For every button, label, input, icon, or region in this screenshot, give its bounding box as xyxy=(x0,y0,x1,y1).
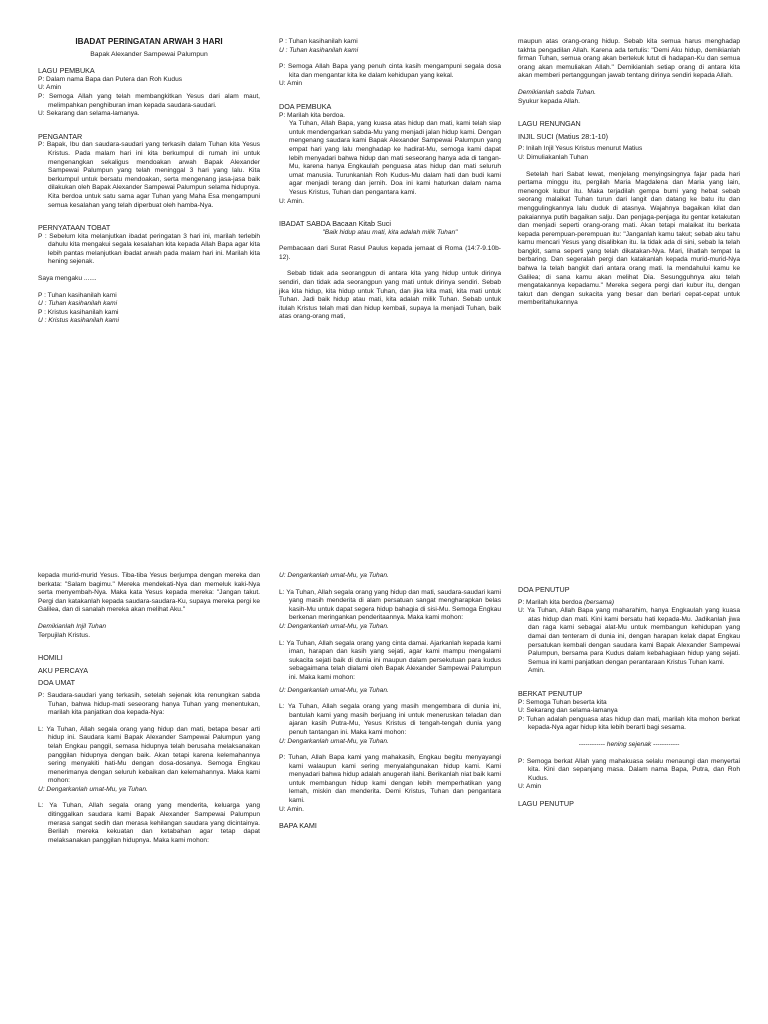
prayer-response: U: Amin. xyxy=(279,805,304,813)
text-line: U: Amin. xyxy=(279,197,304,205)
text-line: Terpujilah Kristus. xyxy=(38,631,91,639)
paragraph-tobat: P : Sebelum kita melanjutkan ibadat peringatan 3 hari ini, marilah terlebih dahulu kita mengakui segala kesalahan kita kepada Allah Bapa agar kita lebih pantas melanjutkan ibadat arwah pada malam hari ini. Marilah kita hening sejenak. xyxy=(38,232,260,266)
prayer-line: L: Ya Tuhan, Allah segala orang yang hidup dan mati, betapa besar arti hidup ini. Saudara kami Bapak Alexander Sampewai Palumpun yang telah Engkau panggil, semasa hidupnya telah berusaha melaksanakan panggilan hidupnya dengan baik. Akan tetapi karena kelemahannya sering menyakiti hati-Mu dengan dosa-dosanya. Semoga Engkau menerimanya dengan seluruh kebaikan dan kelemahannya. Maka kami mohon: xyxy=(38,725,260,785)
prayer-line: L: Ya Tuhan, Allah segala orang yang hidup dan mati, saudara-saudari kami yang masih menderita di alam persatuan sangat mengharapkan belas kasih-Mu untuk dapat segera hidup bahagia di sisi-Mu. Semoga Engkau berkenan meringankan penderitaannya. Maka kami mohon: xyxy=(279,588,501,622)
heading-homili: HOMILI xyxy=(38,653,63,663)
prayer-response: U: Dengarkanlah umat-Mu, ya Tuhan. xyxy=(279,686,389,694)
text-line: P: Marilah kita berdoa xyxy=(518,598,584,606)
text-line: Demikianlah sabda Tuhan. xyxy=(518,88,596,96)
text-line: P: Dalam nama Bapa dan Putera dan Roh Kudus xyxy=(38,75,183,83)
prayer-line: U: Ya Tuhan, Allah Bapa yang maharahim, hanya Engkaulah yang kuasa atas hidup dan mati. Kini kami bersatu hati kepada-Mu. Jadikanlah jiwa dan raga kami sebagai alat-Mu untuk membangun kehidupan yang damai dan tenteram di dunia ini, dengan harapan kelak dapat Engkau persatukan kembali dengan saudara kami Bapak Alexander Sampewai Palumpun, bersama para Kudus dalam kebahagiaan hidup yang sejati. Semua ini kami panjatkan dengan perantaraan Kristus Tuhan kami. xyxy=(518,607,740,666)
document-title: IBADAT PERINGATAN ARWAH 3 HARI xyxy=(75,37,223,46)
text-line: Saya mengaku ....... xyxy=(38,275,97,283)
heading-berkat-penutup: BERKAT PENUTUP xyxy=(518,688,583,698)
text-line xyxy=(518,599,740,608)
heading-doa-penutup: DOA PENUTUP xyxy=(518,585,570,594)
text-line: (bersama) xyxy=(583,598,615,606)
text-line: U : Tuhan kasihanilah kami xyxy=(38,300,118,308)
paragraph-pengantar: P: Bapak, Ibu dan saudara-saudari yang terkasih dalam Tuhan kita Yesus Kristus. Pada malam hari ini kita berkumpul di rumah ini untuk mengenangkan sekaligus mendoakan arwah Bapak Alexander Sampewai Palumpun yang telah meninggal 3 hari yang lalu. Kita berkumpul untuk bersatu mendoakan, serta mengenang jasa-jasa baik dilakukan oleh Bapak Alexander Sampewai Palumpun selama hidupnya. Kita berdoa untuk satu sama agar Tuhan yang Maha Esa mengampuni semua kesalahan yang telah diperbuat oleh hamba-Nya. xyxy=(38,141,260,209)
heading-doa-umat: DOA UMAT xyxy=(38,678,76,688)
heading-aku-percaya: AKU PERCAYA xyxy=(38,665,89,675)
text-line: Demikianlah Injil Tuhan xyxy=(38,622,107,630)
text-line: P: Marilah kita berdoa. xyxy=(279,111,345,119)
heading-bapa-kami: BAPA KAMI xyxy=(279,821,317,831)
text-line: Syukur kepada Allah. xyxy=(518,97,580,105)
text-line: U : Tuhan kasihanilah kami xyxy=(279,46,359,54)
paragraph-bacaan: Sebab tidak ada seorangpun di antara kita yang hidup untuk dirinya sendiri, dan tidak ada seorangpun yang mati untuk dirinya sendiri. Sebab jika kita hidup, kita hidup untuk Tuhan, dan jika kita mati, kita mati untuk Tuhan. Jadi baik hidup atau mati, kita adalah milik Tuhan. Sebab untuk itulah Kristus telah mati dan hidup kembali, supaya Ia menjadi Tuhan, baik atas orang-orang mati, xyxy=(279,270,501,321)
heading-pernyataan-tobat: PERNYATAAN TOBAT xyxy=(38,223,111,233)
reading-quote: "Baik hidup atau mati, kita adalah milik Tuhan" xyxy=(322,228,458,236)
heading-doa-pembuka: DOA PEMBUKA xyxy=(279,101,332,111)
text-line: U: Sekarang dan selama-lamanya. xyxy=(38,110,140,118)
heading-pengantar: PENGANTAR xyxy=(38,131,83,141)
paragraph-doa-pembuka: Ya Tuhan, Allah Bapa, yang kuasa atas hidup dan mati, kami telah siap untuk mendengarkan sabda-Mu yang menjadi jalan hidup kami. Dengan mengenang saudara kami Bapak Alexander Sampewai Palumpun yang empat hari yang lalu menghadap ke hadirat-Mu, semoga kami dapat lebih menyadari bahwa hidup dan mati seseorang hanya ada di tangan-Mu, karena hanya Engkaulah penguasa atas hidup dan mati seluruh umat manusia. Turunkanlah Roh Kudus-Mu dalam hati dan budi kami agar menjadi terang dan jernih. Doa ini kami haturkan dalam nama Yesus Kristus, Tuhan dan pengantara kami. xyxy=(289,120,501,196)
heading-injil-suci: INJIL SUCI (Matius 28:1-10) xyxy=(518,131,609,141)
prayer-response: U: Dengarkanlah umat-Mu, ya Tuhan. xyxy=(38,785,148,793)
column-1-top xyxy=(38,38,260,326)
text-line: U: Amin xyxy=(38,84,62,92)
prayer-response: U: Dengarkanlah umat-Mu, ya Tuhan. xyxy=(279,737,389,745)
heading-lagu-penutup: LAGU PENUTUP xyxy=(518,798,574,808)
text-line: P: Semoga Tuhan beserta kita xyxy=(518,698,607,706)
column-1-bottom xyxy=(38,572,260,845)
silence-divider: ------------ hening sejenak ------------ xyxy=(578,740,680,748)
heading-ibadat-sabda: IBADAT SABDA Bacaan Kitab Suci xyxy=(279,219,391,229)
text-line: U: Sekarang dan selama-lamanya xyxy=(518,707,618,715)
text-line: P: Semoga Allah Bapa yang penuh cinta kasih mengampuni segala dosa kita dan mengantar kita ke dalam kehidupan yang kekal. xyxy=(279,63,501,79)
heading-lagu-renungan: LAGU RENUNGAN xyxy=(518,119,581,129)
text-line: U : Kristus kasihanilah kami xyxy=(38,317,119,325)
prayer-line: P: Tuhan adalah penguasa atas hidup dan mati, marilah kita mohon berkat kepada-Nya agar hidup kita lebih berarti bagi sesama. xyxy=(518,715,740,732)
text-line: Amin. xyxy=(528,667,545,675)
column-2-top xyxy=(279,38,501,322)
prayer-line: P: Saudara-saudari yang terkasih, setelah sejenak kita renungkan sabda Tuhan, bahwa hidup-mati seseorang hanya Tuhan yang menentukan, marilah kita panjatkan doa kepada-Nya: xyxy=(38,691,260,717)
text-line: P : Tuhan kasihanilah kami xyxy=(279,38,358,45)
paragraph-injil: Setelah hari Sabat lewat, menjelang menyingsingnya fajar pada hari pertama minggu itu, pergilah Maria Magdalena dan Maria yang lain, menengok kubur itu. Maka terjadilah gempa bumi yang hebat sebab seorang malaikat Tuhan turun dari langit dan datang ke batu itu dan menggulingkannya lalu duduk di atasnya. Wajahnya bagaikan kilat dan pakaiannya putih bagaikan salju. Dan penjaga-penjaga itu gentar ketakutan dan menjadi seperti orang-orang mati. Akan tetapi malaikat itu berkata kepada perempuan-perempuan itu: "Janganlah kamu takut; sebab aku tahu kamu mencari Yesus yang disalibkan itu. Ia tidak ada di sini, sebab Ia telah bangkit, sama seperti yang telah dikatakan-Nya. Mari, lihatlah tempat Ia berbaring. Dan segeralah pergi dan katakanlah kepada murid-murid-Nya bahwa Ia telah bangkit dari antara orang mati. Ia mendahului kamu ke Galilea; di sana kamu akan melihat Dia. Sesungguhnya aku telah mengatakannya kepadamu." Mereka segera pergi dari kubur itu, dengan takut dan dengan sukacita yang besar dan berlari cepat-cepat untuk memberitahukannya xyxy=(518,170,740,307)
text-line: P : Tuhan kasihanilah kami xyxy=(38,291,117,299)
text-line: P: Inilah Injil Yesus Kristus menurut Matius xyxy=(518,145,643,153)
text-line: U: Amin xyxy=(279,80,303,88)
heading-lagu-pembuka: LAGU PEMBUKA xyxy=(38,66,95,76)
text-line: U: Amin xyxy=(518,783,542,791)
column-2-bottom xyxy=(279,572,501,831)
paragraph-bacaan-cont: maupun atas orang-orang hidup. Sebab kita semua harus menghadap takhta pengadilan Allah. Karena ada tertulis: "Demi Aku hidup, demikianlah firman Tuhan, semua orang akan bertekuk lutut di hadapan-Ku dan semua orang akan memuliakan Allah." Demikianlah setiap orang di antara kita akan memberi pertanggungan jawab tentang dirinya sendiri kepada Allah. xyxy=(518,38,740,80)
document-subtitle: Bapak Alexander Sampewai Palumpun xyxy=(90,50,208,58)
prayer-line: L: Ya Tuhan, Allah segala orang yang masih mengembara di dunia ini, bantulah kami yang masih berjuang ini untuk meneruskan teladan dan ajaran kasih Putra-Mu, Yesus Kristus di tengah-tengah dunia yang penuh tantangan ini. Maka kami mohon: xyxy=(279,703,501,736)
prayer-line: P: Tuhan, Allah Bapa kami yang mahakasih, Engkau begitu menyayangi kami walaupun kami sering menyalahgunakan hidup kami. Kami menyadari bahwa hidup adalah anugerah ilahi. Berikanlah niat baik kami untuk membangun hidup kami dengan lebih memperhatikan yang lemah, miskin dan menderita. Demi Kristus, Tuhan dan pengantara kami. xyxy=(279,754,501,805)
column-3-top xyxy=(518,38,740,308)
prayer-response: U: Dengarkanlah umat-Mu, ya Tuhan. xyxy=(279,572,389,579)
prayer-response: U: Dengarkanlah umat-Mu, ya Tuhan. xyxy=(279,622,389,630)
prayer-line: L: Ya Tuhan, Allah segala orang yang menderita, keluarga yang ditinggalkan saudara kami Bapak Alexander Sampewai Palumpun merasa sangat sedih dan merasa kehilangan saudara yang dicintainya. Berilah mereka kekuatan dan ketabahan agar tetap dapat melaksanakan panggilan hidupnya. Maka kami mohon: xyxy=(38,802,260,844)
text-line: P : Kristus kasihanilah kami xyxy=(38,308,119,316)
prayer-line: P: Semoga berkat Allah yang mahakuasa selalu menaungi dan menyertai kita. Kini dan sepanjang masa. Dalam nama Bapa, Putra, dan Roh Kudus. xyxy=(518,757,740,782)
paragraph-injil-end: kepada murid-murid Yesus. Tiba-tiba Yesus berjumpa dengan mereka dan berkata: "Salam bagimu." Mereka mendekati-Nya dan memeluk kaki-Nya serta menyembah-Nya. Maka kata Yesus kepada mereka: "Jangan takut. Pergi dan katakanlah kepada saudara-saudara-Ku, supaya mereka pergi ke Galilea, dan di sanalah mereka akan melihat Aku." xyxy=(38,572,260,614)
reading-source: Pembacaan dari Surat Rasul Paulus kepada jemaat di Roma (14:7-9.10b-12). xyxy=(279,245,501,261)
prayer-line: L: Ya Tuhan, Allah segala orang yang cinta damai. Ajarkanlah kepada kami iman, harapan dan kasih yang sejati, agar kami mampu mengalami sukacita sejati baik di dunia ini maupun dalam persekutuan para kudus sebagaimana telah dialami oleh Bapak Alexander Sampewai Palumpun ini. Maka kami mohon: xyxy=(279,639,501,681)
text-line: P: Semoga Allah yang telah membangkitkan Yesus dari alam maut, melimpahkan penghiburan iman kepada saudara-saudari. xyxy=(38,92,260,109)
column-3-bottom xyxy=(518,572,740,808)
text-line: U: Dimuliakanlah Tuhan xyxy=(518,153,589,161)
